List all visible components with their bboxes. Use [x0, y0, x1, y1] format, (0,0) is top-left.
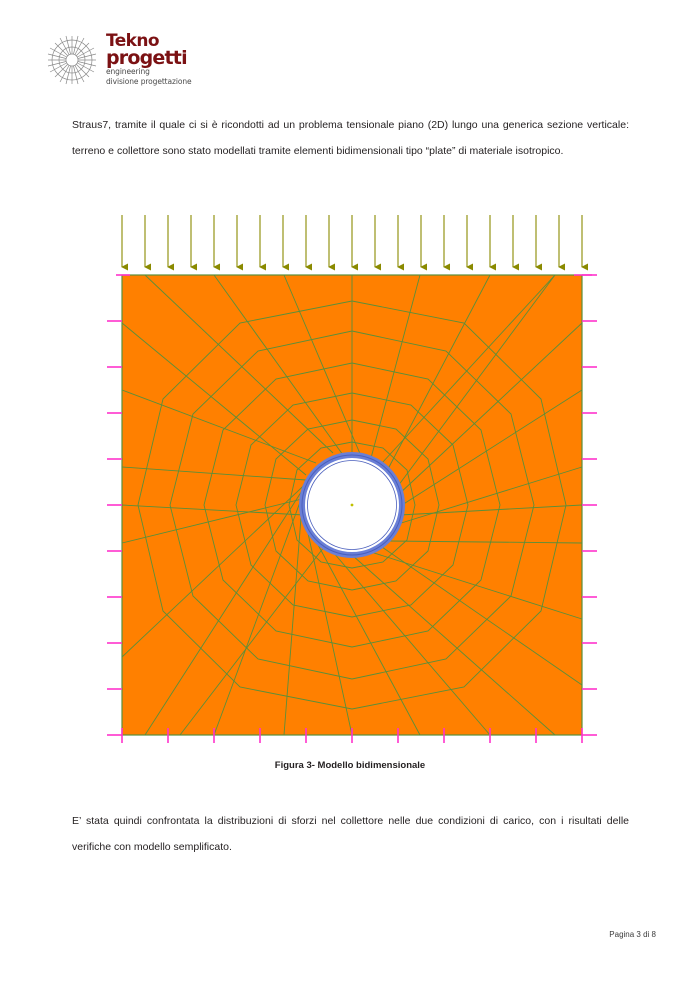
figure-caption: Figura 3- Modello bidimensionale	[274, 760, 426, 771]
paragraph-intro: Straus7, tramite il quale ci si è ricondotti ad un problema tensionale piano (2D) lungo una generica sezione verticale: terreno e collettore sono stato modellati tramite elementi bidimensionali tipo “plate” di materiale isotropico.	[72, 119, 629, 157]
logo-sunburst-icon	[44, 32, 100, 88]
logo-subtitle-divisione: divisione progettazione	[106, 77, 192, 86]
logo-word-progetti: progetti	[106, 47, 187, 69]
company-logo	[44, 32, 244, 94]
page-number-footer: Pagina 3 di 8	[609, 930, 656, 939]
logo-wordmark	[106, 31, 246, 87]
mesh-plate-elements	[122, 275, 582, 735]
paragraph-conclusion: E’ stata quindi confrontata la distribuzioni di sforzi nel collettore nelle due condizioni di carico, con i risultati delle verifiche con modello semplificato.	[72, 815, 629, 853]
figure-bidimensional-model	[100, 205, 600, 750]
logo-word-tekno: Tekno	[106, 31, 159, 51]
load-arrows	[122, 215, 582, 267]
logo-subtitle-engineering: engineering	[106, 67, 150, 76]
